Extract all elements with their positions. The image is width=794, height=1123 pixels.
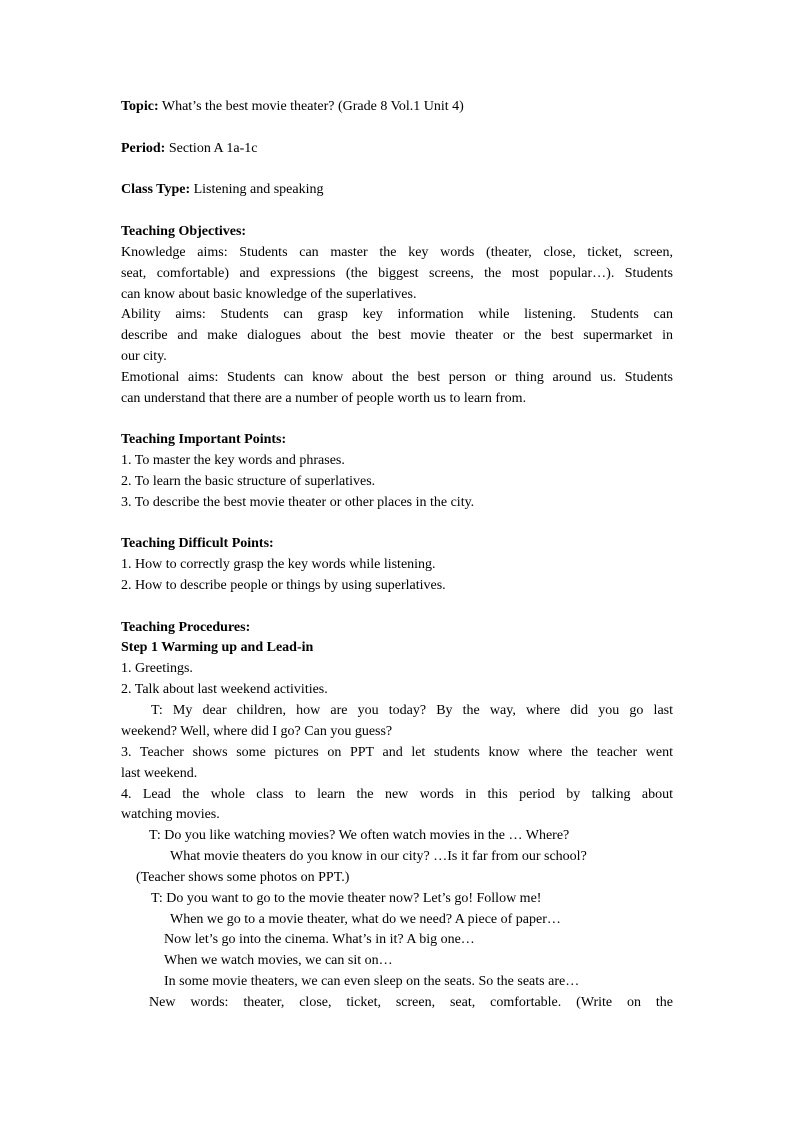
period-label: Period: [121, 141, 166, 156]
topic-line [121, 97, 673, 117]
procedure-line: last weekend. [121, 766, 198, 781]
class-type-line [121, 180, 673, 200]
procedure-line: weekend? Well, where did I go? Can you guess? [121, 724, 393, 739]
emotional-line: Emotional aims: Students can know about the best person or thing around us. Students [121, 370, 673, 385]
knowledge-line: can know about basic knowledge of the superlatives. [121, 287, 417, 302]
difficult-points-heading: Teaching Difficult Points: [121, 536, 274, 551]
topic-label: Topic: [121, 99, 159, 114]
procedure-line: T: My dear children, how are you today? By the way, where did you go last [151, 703, 673, 718]
topic-value: What’s the best movie theater? (Grade 8 Vol.1 Unit 4) [161, 99, 464, 114]
important-point-item: 2. To learn the basic structure of superlatives. [121, 474, 376, 489]
step1-heading: Step 1 Warming up and Lead-in [121, 640, 314, 655]
procedure-line: T: Do you want to go to the movie theater now? Let’s go! Follow me! [151, 891, 542, 906]
procedure-line: 1. Greetings. [121, 661, 193, 676]
period-value: Section A 1a-1c [168, 141, 258, 156]
procedure-line: What movie theaters do you know in our city? …Is it far from our school? [170, 849, 587, 864]
procedure-line: (Teacher shows some photos on PPT.) [136, 870, 350, 885]
procedures-heading: Teaching Procedures: [121, 620, 251, 635]
important-point-item: 3. To describe the best movie theater or other places in the city. [121, 495, 475, 510]
important-point-item: 1. To master the key words and phrases. [121, 453, 345, 468]
class-type-value: Listening and speaking [193, 182, 324, 197]
procedure-line: New words: theater, close, ticket, screen, seat, comfortable. (Write on the [149, 995, 673, 1010]
ability-line: Ability aims: Students can grasp key information while listening. Students can [121, 307, 673, 322]
period-line [121, 139, 673, 159]
objectives-heading: Teaching Objectives: [121, 224, 247, 239]
procedure-line: Now let’s go into the cinema. What’s in it? A big one… [164, 932, 475, 947]
knowledge-line: Knowledge aims: Students can master the key words (theater, close, ticket, screen, [121, 245, 673, 260]
procedure-line: When we watch movies, we can sit on… [164, 953, 393, 968]
emotional-line: can understand that there are a number of people worth us to learn from. [121, 391, 527, 406]
class-type-label: Class Type: [121, 182, 191, 197]
procedure-line: 4. Lead the whole class to learn the new words in this period by talking about [121, 787, 673, 802]
procedure-line: watching movies. [121, 807, 220, 822]
procedure-line: When we go to a movie theater, what do we need? A piece of paper… [170, 912, 561, 927]
difficult-point-item: 2. How to describe people or things by using superlatives. [121, 578, 446, 593]
important-points-heading: Teaching Important Points: [121, 432, 287, 447]
procedure-line: 2. Talk about last weekend activities. [121, 682, 328, 697]
ability-line: our city. [121, 349, 167, 364]
knowledge-line: seat, comfortable) and expressions (the biggest screens, the most popular…). Students [121, 266, 673, 281]
procedure-line: T: Do you like watching movies? We often watch movies in the … Where? [149, 828, 570, 843]
difficult-point-item: 1. How to correctly grasp the key words while listening. [121, 557, 436, 572]
procedure-line: 3. Teacher shows some pictures on PPT and let students know where the teacher went [121, 745, 673, 760]
ability-line: describe and make dialogues about the best movie theater or the best supermarket in [121, 328, 673, 343]
procedure-line: In some movie theaters, we can even sleep on the seats. So the seats are… [164, 974, 580, 989]
